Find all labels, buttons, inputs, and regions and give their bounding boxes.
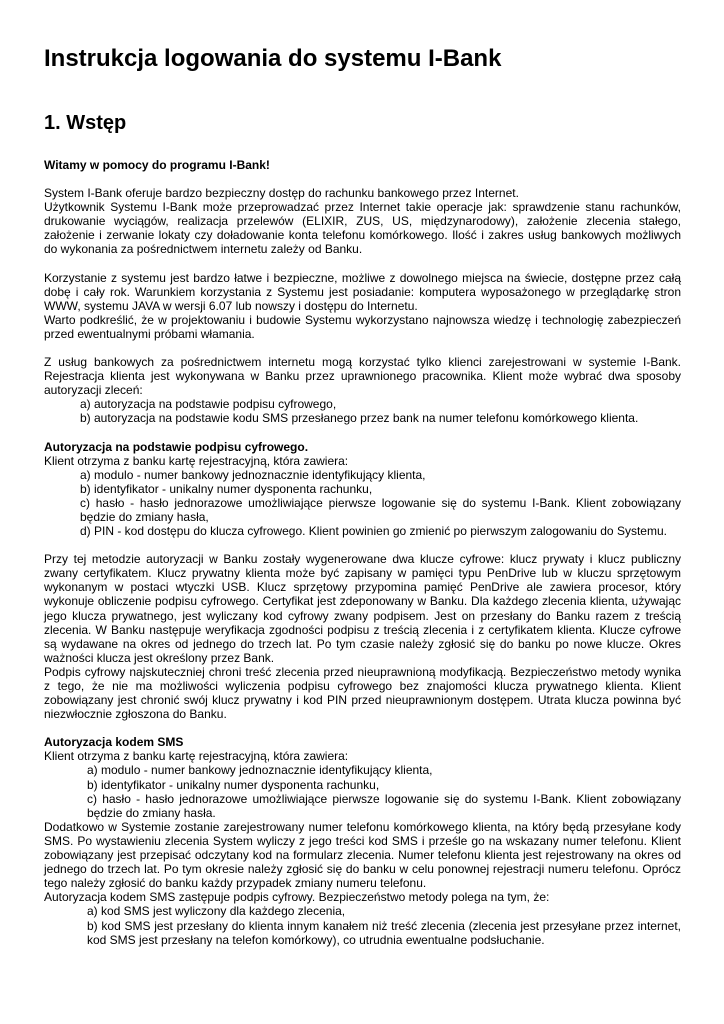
usage-paragraph: Korzystanie z systemu jest bardzo łatwe i bezpieczne, możliwe z dowolnego miejsca na świecie, dostępne przez całą dobę i cały rok. Warunkiem korzystania z Systemu jest posiadanie: komputera wyposażonego w przeglądarkę stron WWW, systemu JAVA w wersji 6.07 lub nowszy i dostępu do Internetu.: [44, 270, 681, 313]
digital-item: c) hasło - hasło jednorazowe umożliwiające pierwsze logowanie się do systemu I-Bank. Klient zobowiązany będzie do zmiany hasła,: [80, 495, 681, 524]
clients-paragraph: Z usług bankowych za pośrednictwem internetu mogą korzystać tylko klienci zarejestrowani w systemie I-Bank. Rejestracja klienta jest wykonywana w Banku przez uprawnionego pracownika. Klient może wybrać dwa sposoby autoryzacji zleceń:: [44, 355, 681, 398]
sms-item: a) modulo - numer bankowy jednoznacznie identyfikujący klienta,: [87, 763, 433, 778]
sms-body: Dodatkowo w Systemie zostanie zarejestrowany numer telefonu komórkowego klienta, na który będą przesyłane kody SMS. Po wystawieniu zlecenia System wyliczy z jego treści kod SMS i prześle go na wskazany numer telefonu. Klient zobowiązany jest przepisać odczytany kod na formularz zlecenia. Numer telefonu klienta jest rejestrowany na okres od jednego do trzech lat. Po tym okresie należy zgłosić się do banku w celu ponownej rejestracji numeru telefonu. Oprócz tego należy zgłosić do banku każdy przypadek zmiany numeru telefonu.: [44, 819, 681, 891]
digital-item: a) modulo - numer bankowy jednoznacznie identyfikujący klienta,: [80, 467, 426, 482]
sms-item: b) identyfikator - unikalny numer dysponenta rachunku,: [87, 777, 380, 792]
sms-point: b) kod SMS jest przesłany do klienta innym kanałem niż treść zlecenia (zlecenia jest przesyłane przez internet, kod SMS jest przesłany na telefon komórkowy), co utrudnia ewentualne podsłuchanie.: [87, 918, 681, 947]
welcome-text: Witamy w pomocy do programu I-Bank!: [44, 158, 270, 172]
digital-item: d) PIN - kod dostępu do klucza cyfrowego. Klient powinien go zmienić po pierwszym zalogowaniu do Systemu.: [80, 524, 667, 539]
intro-paragraph: Użytkownik Systemu I-Bank może przeprowadzać przez Internet takie operacje jak: sprawdzenie stanu rachunków, drukowanie wyciągów, realizacja przelewów (ELIXIR, ZUS, US, międzynarodowy), założenie zlecenia stałego, założenie i zerwanie lokaty czy doładowanie konta telefonu komórkowego. Ilość i zakres usług bankowych możliwych do wykonania za pośrednictwem internetu zależy od Banku.: [44, 200, 681, 257]
digital-heading: Autoryzacja na podstawie podpisu cyfrowego.: [44, 439, 309, 454]
sms-lead: Klient otrzyma z banku kartę rejestracyjną, która zawiera:: [44, 749, 349, 764]
document-page: [44, 44, 681, 947]
digital-body: Podpis cyfrowy najskuteczniej chroni treść zlecenia przed nieuprawnioną modyfikacją. Bezpieczeństwo metody wynika z tego, że nie ma możliwości wyliczenia podpisu cyfrowego bez znajomości klucza prywatnego klienta. Klient zobowiązany jest chronić swój klucz prywatny i kod PIN przed nieuprawnionym dostępem. Utrata klucza powinna być niezwłocznie zgłoszona do Banku.: [44, 664, 681, 722]
digital-body: Przy tej metodzie autoryzacji w Banku zostały wygenerowane dwa klucze cyfrowe: klucz prywaty i klucz publiczny zwany certyfikatem. Klucz prywatny klienta może być zapisany w pamięci typu PenDrive lub w kluczu sprzętowym wykonanym w postaci wtyczki USB. Klucz sprzętowy przypomina pamięć PenDrive ale zawiera procesor, który wykonuje obliczenie podpisu cyfrowego. Certyfikat jest zdeponowany w Banku. Dla każdego zlecenia klienta, używając jego klucza prywatnego, jest wyliczany kod cyfrowy zwany podpisem. Jest on przesłany do Banku razem z treścią zlecenia. W Banku następuje weryfikacja zgodności podpisu z treścią zlecenia i z certyfikatem klienta. Klucze cyfrowe są wydawane na okres od jednego do trzech lat. Po tym czasie należy zgłosić się do banku po nowe klucze. Okres ważności klucza jest określony przez Bank.: [44, 552, 681, 665]
digital-item: b) identyfikator - unikalny numer dysponenta rachunku,: [80, 481, 373, 496]
digital-lead: Klient otrzyma z banku kartę rejestracyjną, która zawiera:: [44, 453, 349, 468]
sms-point: a) kod SMS jest wyliczony dla każdego zlecenia,: [87, 904, 346, 919]
page-title: Instrukcja logowania do systemu I-Bank: [44, 45, 502, 72]
intro-paragraph: System I-Bank oferuje bardzo bezpieczny dostęp do rachunku bankowego przez Internet.: [44, 186, 519, 201]
section-heading-intro: 1. Wstęp: [44, 112, 127, 134]
sms-heading: Autoryzacja kodem SMS: [44, 735, 184, 750]
auth-option: a) autoryzacja na podstawie podpisu cyfrowego,: [80, 397, 337, 412]
usage-paragraph: Warto podkreślić, że w projektowaniu i budowie Systemu wykorzystano najnowsza wiedzę i technologię zabezpieczeń przed ewentualnymi próbami włamania.: [44, 312, 681, 341]
sms-body: Autoryzacja kodem SMS zastępuje podpis cyfrowy. Bezpieczeństwo metody polega na tym, że:: [44, 890, 550, 905]
sms-item: c) hasło - hasło jednorazowe umożliwiające pierwsze logowanie się do systemu I-Bank. Klient zobowiązany będzie do zmiany hasła.: [87, 791, 681, 820]
auth-option: b) autoryzacja na podstawie kodu SMS przesłanego przez bank na numer telefonu komórkowego klienta.: [80, 411, 639, 426]
